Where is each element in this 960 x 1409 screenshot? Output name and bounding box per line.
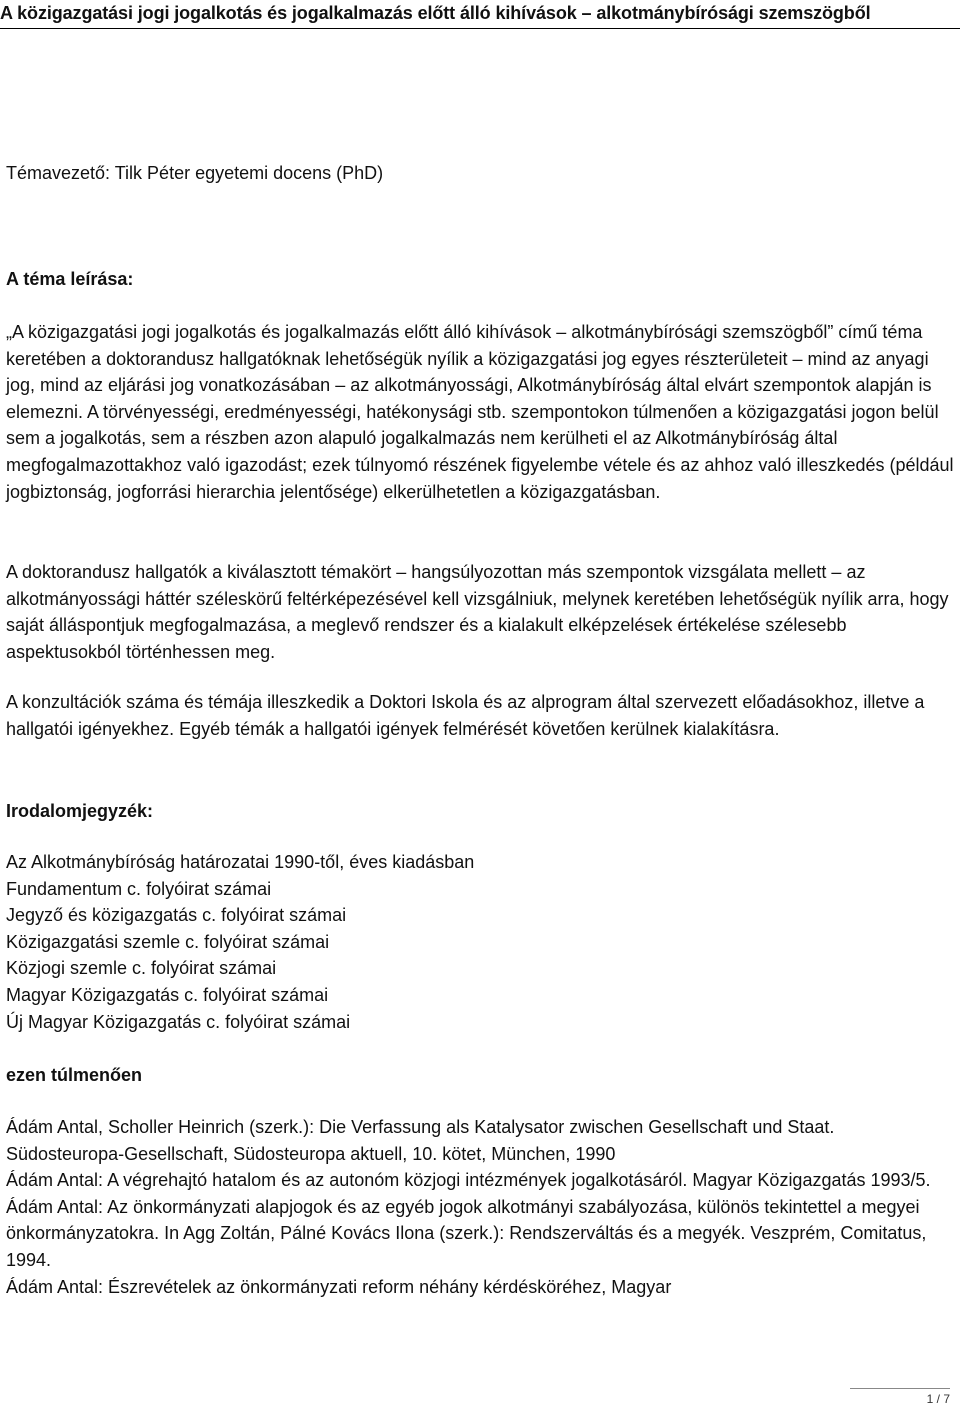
topic-description-heading: A téma leírása: — [6, 269, 134, 289]
paragraph-consultations: A konzultációk száma és témája illeszkedik a Doktori Iskola és az alprogram által szervezett előadásokhoz, illetve a hallgatói igényekhez. Egyéb témák a hallgatói igények felmérését követően kerülnek kialakításra. — [6, 692, 925, 739]
literature-item: Magyar Közigazgatás c. folyóirat számai — [6, 984, 329, 1005]
page-number: 1 / 7 — [850, 1388, 950, 1407]
intro-paragraph: „A közigazgatási jogi jogalkotás és jogalkalmazás előtt álló kihívások – alkotmánybírósági szemszögből” című téma keretében a doktorandusz hallgatóknak lehetőségük nyílik a közigazgatási jog egyes részterületeit – mind az anyagi jog, mind az eljárási jog vonatkozásában – az alkotmányossági, Alkotmánybíróság által elvárt szempontok alapján is elemezni. A törvényességi, eredményességi, hatékonysági stb. szempontokon túlmenően a közigazgatási jogon belül sem a jogalkotás, sem a részben azon alapuló jogalkalmazás nem kerülheti el az Alkotmánybíróság által megfogalmazottakhoz való igazodást; ezek túlnyomó részének figyelembe vétele és az ahhoz való illeszkedés (például jogbiztonság, jogforrási hierarchia jelentősége) elkerülhetetlen a közigazgatásban. — [6, 322, 954, 502]
reference-item: Ádám Antal: A végrehajtó hatalom és az autonóm közjogi intézmények jogalkotásáról. Magyar Közigazgatás 1993/5. — [6, 1170, 931, 1191]
literature-item: Az Alkotmánybíróság határozatai 1990-től, éves kiadásban — [6, 852, 475, 872]
literature-item: Közjogi szemle c. folyóirat számai — [6, 958, 277, 979]
paragraph-doctoral-students: A doktorandusz hallgatók a kiválasztott témakört – hangsúlyozottan más szempontok vizsgálata mellett – az alkotmányossági háttér széleskörű feltérképezésével kell vizsgálniuk, melynek keretében lehetőségük nyílik arra, hogy saját álláspontjuk megfogalmazása, a meglevő rendszer és a kialakult elképzelések értékelése szélesebb aspektusokból történhessen meg. — [6, 562, 949, 662]
reference-item: Ádám Antal: Észrevételek az önkormányzati reform néhány kérdésköréhez, Magyar — [6, 1276, 672, 1297]
beyond-heading: ezen túlmenően — [6, 1065, 143, 1085]
supervisor-line: Témavezető: Tilk Péter egyetemi docens (PhD) — [6, 163, 384, 183]
literature-list — [6, 849, 956, 1035]
reference-list — [6, 1114, 956, 1300]
reference-item: Ádám Antal, Scholler Heinrich (szerk.): Die Verfassung als Katalysator zwischen Gesellschaft und Staat. Südosteuropa-Gesellschaft, Südosteuropa aktuell, 10. kötet, München, 1990 — [6, 1117, 835, 1164]
literature-heading: Irodalomjegyzék: — [6, 801, 154, 821]
literature-item: Közigazgatási szemle c. folyóirat számai — [6, 931, 330, 952]
reference-item: Ádám Antal: Az önkormányzati alapjogok és az egyéb jogok alkotmányi szabályozása, különös tekintettel a megyei önkormányzatokra. In Agg Zoltán, Pálné Kovács Ilona (szerk.): Rendszerváltás és a megyék. Veszprém, Comitatus, 1994. — [6, 1196, 927, 1270]
document-header-title: A közigazgatási jogi jogalkotás és jogalkalmazás előtt álló kihívások – alkotmánybírósági szemszögből — [0, 0, 960, 29]
literature-item: Fundamentum c. folyóirat számai — [6, 878, 272, 899]
literature-item: Jegyző és közigazgatás c. folyóirat számai — [6, 905, 347, 926]
literature-item: Új Magyar Közigazgatás c. folyóirat számai — [6, 1011, 351, 1032]
